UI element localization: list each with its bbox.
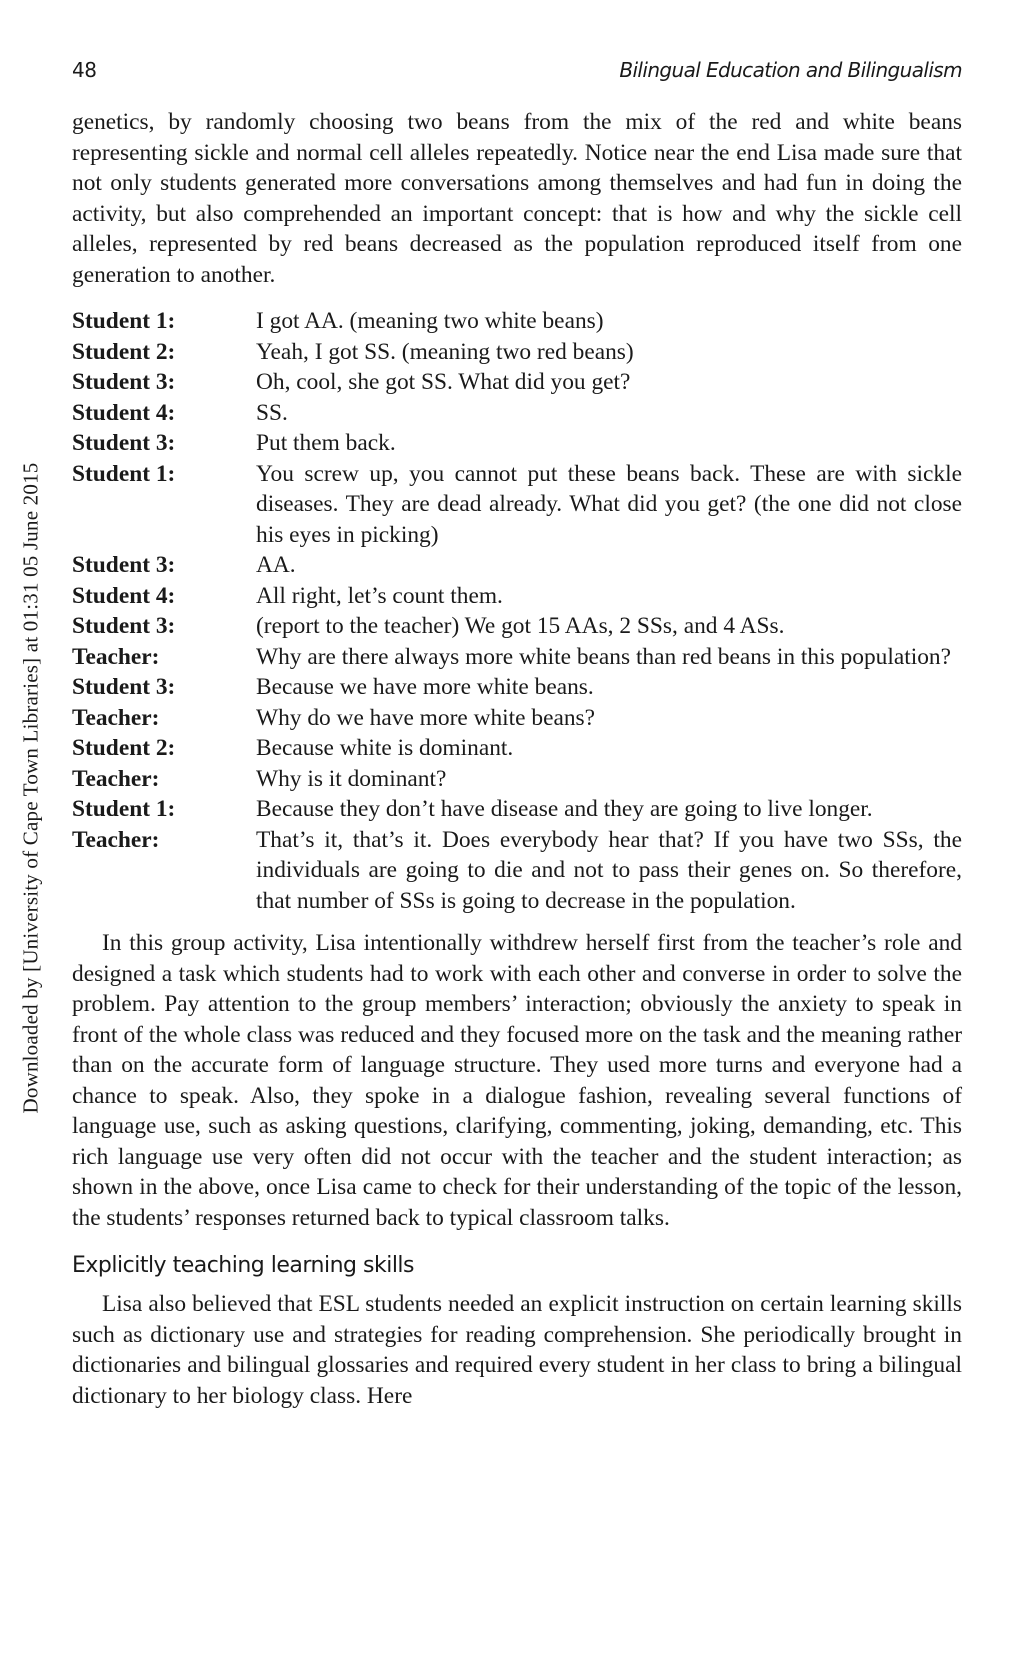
speech-text: SS. [256, 399, 288, 426]
speaker-label: Student 1: [72, 308, 176, 334]
speaker-label: Student 3: [72, 613, 176, 639]
speech-text: You screw up, you cannot put these beans back. These are with sickle diseases. They are dead already. What did you get? (the one did not close his eyes in picking) [256, 460, 962, 548]
intro-paragraph: genetics, by randomly choosing two beans from the mix of the red and white beans representing sickle and normal cell alleles repeatedly. Notice near the end Lisa made sure that not only students generated more conversations among themselves and had fun in doing the activity, but also comprehended an important concept: that is how and why the sickle cell alleles, represented by red beans decreased as the population reproduced itself from one generation to another. [72, 109, 962, 288]
page-body [72, 107, 962, 1411]
speech-text: Put them back. [256, 430, 396, 456]
dialogue-turn [72, 703, 962, 734]
dialogue-turn [72, 794, 962, 825]
section-heading: Explicitly teaching learning skills [72, 1253, 415, 1278]
dialogue-turn [72, 825, 962, 917]
speech-text: Oh, cool, she got SS. What did you get? [256, 369, 631, 395]
dialogue-turn [72, 306, 962, 337]
speech-text: I got AA. (meaning two white beans) [256, 308, 604, 334]
speech-text: Because they don’t have disease and they are going to live longer. [256, 796, 873, 822]
speech-text: Because white is dominant. [256, 735, 514, 761]
page-number: 48 [72, 58, 97, 82]
dialogue-turn [72, 367, 962, 398]
dialogue-turn [72, 672, 962, 703]
speaker-label: Student 3: [72, 369, 176, 395]
dialogue-turn [72, 611, 962, 642]
speech-text: All right, let’s count them. [256, 582, 503, 609]
dialogue-transcript [72, 306, 962, 916]
speaker-label: Student 4: [72, 399, 176, 426]
dialogue-turn [72, 337, 962, 368]
dialogue-turn [72, 764, 962, 795]
speaker-label: Student 3: [72, 430, 176, 456]
dialogue-turn [72, 642, 962, 673]
speaker-label: Student 2: [72, 735, 176, 761]
speech-text: Because we have more white beans. [256, 674, 594, 700]
speaker-label: Student 1: [72, 460, 176, 487]
download-notice-text: Downloaded by [University of Cape Town Libraries] at 01:31 05 June 2015 [18, 462, 43, 1114]
speech-text: Yeah, I got SS. (meaning two red beans) [256, 338, 634, 365]
speech-text: Why do we have more white beans? [256, 704, 596, 731]
speech-text: (report to the teacher) We got 15 AAs, 2 SSs, and 4 ASs. [256, 613, 785, 639]
speaker-label: Teacher: [72, 643, 160, 670]
speech-text: That’s it, that’s it. Does everybody hear that? If you have two SSs, the individuals are going to die and not to pass their genes on. So therefore, that number of SSs is going to decrease in the population. [256, 826, 962, 914]
speaker-label: Student 3: [72, 552, 176, 578]
speaker-label: Teacher: [72, 765, 160, 792]
dialogue-turn [72, 428, 962, 459]
speaker-label: Teacher: [72, 704, 160, 731]
running-title: Bilingual Education and Bilingualism [619, 58, 962, 82]
skills-paragraph: Lisa also believed that ESL students needed an explicit instruction on certain learning skills such as dictionary use and strategies for reading comprehension. She periodically brought in dictionaries and bilingual glossaries and required every student in her class to bring a bilingual dictionary to her biology class. Here [72, 1291, 962, 1409]
dialogue-turn [72, 550, 962, 581]
speaker-label: Student 3: [72, 674, 176, 700]
speaker-label: Teacher: [72, 826, 160, 853]
dialogue-turn [72, 398, 962, 429]
dialogue-turn [72, 581, 962, 612]
speaker-label: Student 2: [72, 338, 176, 365]
speech-text: AA. [256, 552, 296, 578]
speaker-label: Student 1: [72, 796, 176, 822]
speech-text: Why are there always more white beans than red beans in this population? [256, 643, 951, 670]
speech-text: Why is it dominant? [256, 765, 447, 792]
analysis-paragraph: In this group activity, Lisa intentionally withdrew herself first from the teacher’s role and designed a task which students had to work with each other and converse in order to solve the problem. Pay attention to the group members’ interaction; obviously the anxiety to speak in front of the whole class was reduced and they focused more on the task and the meaning rather than on the accurate form of language structure. They used more turns and everyone had a chance to speak. Also, they spoke in a dialogue fashion, revealing several functions of language use, such as asking questions, clarifying, commenting, joking, demanding, etc. This rich language use very often did not occur with the teacher and the student interaction; as shown in the above, once Lisa came to check for their understanding of the topic of the lesson, the students’ responses returned back to typical classroom talks. [72, 930, 962, 1231]
speaker-label: Student 4: [72, 582, 176, 609]
dialogue-turn [72, 733, 962, 764]
dialogue-turn [72, 459, 962, 551]
